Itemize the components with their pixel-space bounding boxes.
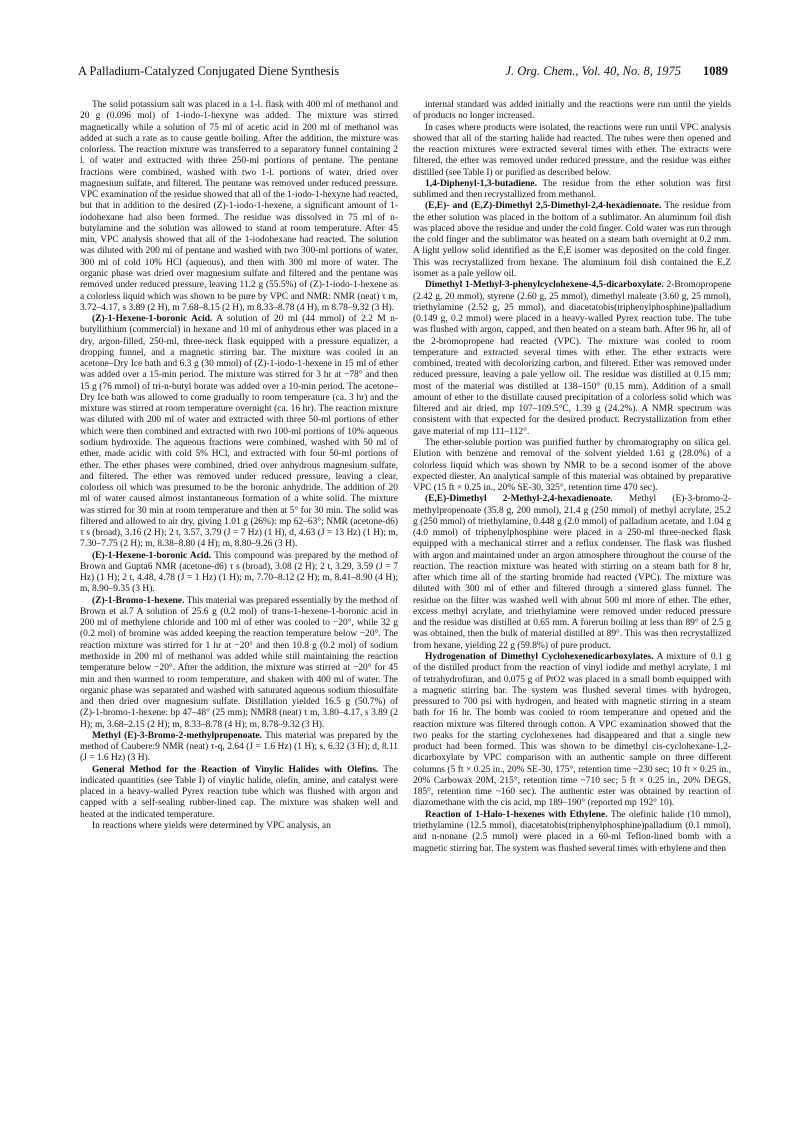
- left-column: [80, 100, 398, 1115]
- paragraph-text: This compound was prepared by the method of Brown and Gupta6 NMR (acetone-d6) τ s (broad), 3.08 (2 H); 2 t, 3.29, 3.59 (J = 7 Hz) (1 H); 2 t, 4.48, 4.78 (J = 1 Hz) (1 H); m, 7.70–8.12 (2 H); m, 8.41–8.90 (4 H); m, 8.90–9.35 (3 H).: [80, 550, 398, 595]
- paragraph: [413, 494, 731, 652]
- paragraph: [80, 596, 398, 731]
- paragraph: [413, 123, 731, 179]
- paragraph-heading: (E,E)-Dimethyl 2-Methyl-2,4-hexadienoate.: [425, 494, 613, 505]
- paragraph: [80, 314, 398, 551]
- paragraph-text: The residue from the ether solution was first sublimed and then recrystallized from methanol.: [413, 178, 731, 201]
- paragraph-text: A mixture of 0.1 g of the distilled product from the reaction of vinyl iodide and methyl acrylate, 1 ml of tetrahydrofuran, and 0.075 g of PtO2 was placed in a small bomb equipped with a magnetic stirring bar. The system was flushed several times with hydrogen, pressured to 700 psi with hydrogen, and heated with magnetic stirring in a steam bath for 16 hr. The bomb was cooled to room temperature and opened and the reaction mixture was filtered through cotton. A VPC examination showed that the two peaks for the starting cyclohexenes had disappeared and that a single new product had been formed. This was shown to be dimethyl cis-cyclohexane-1,2-dicarboxylate by VPC comparison with an authentic sample on three different columns (5 ft × 0.25 in., 20% SE-30, 175°, retention time ~230 sec; 10 ft × 0.25 in., 20% Carbowax 20M, 215°, retention time ~710 sec; 5 ft × 0.25 in., 20% DEGS, 185°, retention time ~160 sec). The authentic ester was obtained by reaction of diazomethane with the cis acid, mp 189–190° (reported mp 192° 10).: [413, 652, 731, 809]
- paragraph-heading: Hydrogenation of Dimethyl Cyclohexenedicarboxylates.: [425, 652, 654, 663]
- paragraph: [80, 765, 398, 821]
- paragraph: [80, 821, 398, 832]
- paragraph: [413, 100, 731, 123]
- paragraph-text: internal standard was added initially and the reactions were run until the yields of products no longer increased.: [413, 100, 731, 122]
- paragraph-text: In cases where products were isolated, the reactions were run until VPC analysis showed that all of the starting halide had reacted. The tubes were then opened and the reaction mixtures were extracted several times with ether. The extracts were filtered, the ether was removed under reduced pressure, and the residue was either distilled (see Table I) or purified as described below.: [413, 122, 731, 178]
- paragraph: [80, 551, 398, 596]
- journal-citation: J. Org. Chem., Vol. 40, No. 8, 1975: [505, 64, 681, 78]
- paragraph-heading: General Method for the Reaction of Vinylic Halides with Olefins.: [92, 764, 379, 775]
- paragraph-text: The indicated quantities (see Table I) of vinylic halide, olefin, amine, and catalyst were placed in a heavy-walled Pyrex reaction tube which was flushed with argon and capped with a self-sealing rubber-lined cap. The mixture was shaken well and heated at the indicated temperature.: [80, 764, 398, 820]
- paragraph-text: 2-Bromopropene (2.42 g, 20 mmol), styrene (2.60 g, 25 mmol), dimethyl maleate (3.60 g, 25 mmol), triethylamine (2.52 g, 25 mmol), and diacetatobis(triphenylphosphine)palladium (0.149 g, 0.2 mmol) were placed in a heavy-walled Pyrex reaction tube. The tube was flushed with argon, capped, and then heated on a steam bath. After 96 hr, all of the 2-bromopropene had reacted (VPC). The mixture was cooled to room temperature and extracted several times with ether. The ether extracts were combined, treated with decolorizing carbon, and filtered. Ether was removed under reduced pressure, leaving a pale yellow oil. The residue was distilled at 0.15 mm; most of the material was distilled at 138–150° (0.15 mm). Addition of a small amount of ether to the distillate caused precipitation of a colorless solid which was filtered and air dried, mp 107–109.5°C, 1.39 g (24.2%). A NMR spectrum was consistent with that expected for the desired product. Recrystallization from ether gave material of mp 111–112°.: [413, 280, 731, 437]
- running-title: A Palladium-Catalyzed Conjugated Diene Synthesis: [78, 64, 340, 78]
- paragraph: [413, 438, 731, 494]
- page-number: 1089: [703, 64, 728, 78]
- paragraph-heading: 1,4-Diphenyl-1,3-butadiene.: [425, 178, 537, 189]
- header-right: [505, 64, 728, 79]
- page-header: [78, 64, 728, 82]
- paragraph-heading: Reaction of 1-Halo-1-hexenes with Ethylene.: [425, 809, 608, 820]
- paragraph-heading: (E)-1-Hexene-1-boronic Acid.: [92, 550, 212, 561]
- paragraph: [413, 810, 731, 855]
- paragraph-text: A solution of 20 ml (44 mmol) of 2.2 M n-butyllithium (commercial) in hexane and 10 ml of anhydrous ether was placed in a dry, argon-filled, 250-ml, three-neck flask equipped with a pressure equalizer, a dropping funnel, and a magnetic stirring bar. The mixture was cooled in an acetone–Dry Ice bath and 6.3 g (30 mmol) of (Z)-1-iodo-1-hexene in 15 ml of ether was added over a 15-min period. The mixture was stirred for 3 hr at −78° and then 15 g (76 mmol) of tri-n-butyl borate was added over a 10-min period. The acetone–Dry Ice bath was allowed to come gradually to room temperature (ca. 3 hr) and the mixture was stirred at room temperature overnight (ca. 16 hr). The reaction mixture was diluted with 200 ml of water and extracted with three 50-ml portions of ether which were then combined and extracted with two 100-ml portions of 10% aqueous sodium hydroxide. The aqueous fractions were combined, washed with 50 ml of ether, made acidic with cold 5% HCl, and extracted with four 50-ml portions of ether. The ether phases were combined, dried over anhydrous magnesium sulfate, and filtered. The ether was removed under reduced pressure, leaving a clear, colorless oil which was presumed to be the boronic anhydride. The addition of 20 ml of water caused almost instantaneous formation of a white solid. The mixture was stirred for 30 min at room temperature and then at 5° for 30 min. The solid was filtered and allowed to air dry, giving 1.01 g (26%): mp 62–63°; NMR (acetone-d6) τ s (broad), 3.16 (2 H); 2 t, 3.57, 3.79 (J = 7 Hz) (1 H), d, 4.63 (J = 13 Hz) (1 H); m, 7.30–7.75 (2 H); m, 8.38–8.80 (4 H); m, 8.80–9.26 (3 H).: [80, 314, 398, 550]
- right-column: [413, 100, 731, 1115]
- paragraph-text: Methyl (E)-3-bromo-2-methylpropenoate (35.8 g, 200 mmol), 21.4 g (250 mmol) of methyl acrylate, 25.2 g (250 mmol) of triethylamine, 0.448 g (2.0 mmol) of palladium acetate, and 1.04 g (4.0 mmol) of triphenylphosphine were placed in a 250-ml three-necked flask equipped with a mechanical stirrer and a reflux condenser. The flask was flushed with argon and maintained under an argon atmosphere throughout the course of the reaction. The reaction mixture was heated with stirring on a steam bath for 8 hr, after which time all of the starting bromide had reacted (VPC). The mixture was diluted with 300 ml of ether and filtered through a sintered glass funnel. The residue on the filter was washed well with about 500 ml more of ether. The ether, excess methyl acrylate, and triethylamine were removed under reduced pressure and the residue was distilled at 0.65 mm. A forerun boiling at less than 89° of 2.5 g was obtained, then the bulk of material distilled at 89°. This was then recrystallized from hexane, yielding 22 g (59.8%) of pure product.: [413, 494, 731, 651]
- paragraph-text: The residue from the ether solution was placed in the bottom of a sublimator. An aluminum foil dish was placed above the residue and under the cold finger. Cold water was run through the cold finger and the sublimator was heated on a steam bath overnight at 0.2 mm. A light yellow solid identified as the E,E isomer was deposited on the cold finger. This was recrystallized from hexane. The aluminum foil dish contained the E,Z isomer as a pale yellow oil.: [413, 201, 731, 279]
- paragraph-text: The olefinic halide (10 mmol), triethylamine (12.5 mmol), diacetatobis(triphenylphosphine)palladium (0.1 mmol), and n-nonane (2.5 mmol) were placed in a 60-ml Teflon-lined bomb with a magnetic stirring bar. The system was flushed several times with ethylene and then: [413, 809, 731, 854]
- paragraph-heading: Methyl (E)-3-Bromo-2-methylpropenoate.: [92, 730, 262, 741]
- paragraph: [413, 179, 731, 202]
- paragraph-heading: (Z)-1-Hexene-1-boronic Acid.: [92, 314, 213, 325]
- paragraph: [80, 100, 398, 314]
- paragraph: [413, 201, 731, 280]
- paragraph-heading: (Z)-1-Bromo-1-hexene.: [92, 595, 185, 606]
- paragraph-text: This material was prepared essentially by the method of Brown et al.7 A solution of 25.6 g (0.2 mol) of trans-1-hexene-1-boronic acid in 200 ml of methylene chloride and 100 ml of ether was cooled to −20°, while 32 g (0.2 mol) of bromine was added keeping the reaction temperature below −20°. The reaction mixture was stirred for 1 hr at −20° and then 10.8 g (0.2 mol) of sodium methoxide in 200 ml of methanol was added while still maintaining the reaction temperature below −20°. After the addition, the mixture was stirred at −20° for 45 min and then warmed to room temperature, and shaken with 400 ml of water. The organic phase was separated and washed with saturated aqueous sodium thiosulfate and then dried over magnesium sulfate. Distillation yielded 16.5 g (50.7%) of (Z)-1-bromo-1-hexene: bp 47–48° (25 mm); NMR8 (neat) τ m, 3.80–4.17, s 3.89 (2 H); m, 3.68–2.15 (2 H); m, 8.33–8.78 (4 H); m, 8.78–9.32 (3 H).: [80, 595, 398, 730]
- paragraph: [80, 731, 398, 765]
- paragraph-text: The ether-soluble portion was purified further by chromatography on silica gel. Elution with benzene and removal of the solvent yielded 1.61 g (28.0%) of a colorless liquid which was shown by NMR to be a second isomer of the above expected diester. An analytical sample of this material was obtained by preparative VPC (15 ft × 0.25 in., 20% SE-30, 325°, retention time 470 sec).: [413, 437, 731, 494]
- paragraph-heading: (E,E)- and (E,Z)-Dimethyl 2,5-Dimethyl-2,4-hexadienoate.: [425, 201, 662, 212]
- paragraph-text: In reactions where yields were determined by VPC analysis, an: [92, 821, 331, 831]
- paragraph-text: This material was prepared by the method of Caubere:9 NMR (neat) τ-q, 2.64 (J = 1.6 Hz) (1 H); s, 6.32 (3 H); d, 8.11 (J = 1.6 Hz) (3 H).: [80, 730, 398, 764]
- paragraph: [413, 280, 731, 438]
- paragraph: [413, 652, 731, 810]
- paragraph-heading: Dimethyl 1-Methyl-3-phenylcyclohexene-4,5-dicarboxylate.: [425, 280, 664, 291]
- paragraph-text: The solid potassium salt was placed in a 1-l. flask with 400 ml of methanol and 20 g (0.096 mol) of 1-iodo-1-hexyne was added. The mixture was stirred magnetically while a solution of 75 ml of acetic acid in 200 ml of methanol was added at such a rate as to cause gentle boiling. After the addition, the mixture was colorless. The reaction mixture was transferred to a separatory funnel containing 2 l. of water and extracted with three 250-ml portions of pentane. The pentane fractions were combined, washed with two 1-l. portions of water, dried over magnesium sulfate, and filtered. The pentane was removed under reduced pressure. VPC examination of the residue showed that all of the 1-iodo-1-hexyne had reacted, but that in addition to the desired (Z)-1-iodo-1-hexene, a significant amount of 1-iodohexane had also been formed. The residue was dissolved in 75 ml of n-butylamine and the solution was allowed to stand at room temperature. After 45 min, VPC analysis showed that all of the 1-iodohexane had reacted. The solution was diluted with 200 ml of pentane and washed with two 300-ml portions of water, 300 ml of cold 10% HCl (aqueous), and then with 300 ml more of water. The organic phase was dried over magnesium sulfate and filtered and the pentane was removed under reduced pressure, leaving 11.2 g (55.5%) of (Z)-1-iodo-1-hexene as a colorless liquid which was shown to be pure by VPC and NMR: NMR (neat) τ m, 3.72–4.17, s 3.89 (2 H), m 7.68–8.15 (2 H), m 8.33–8.78 (4 H), m 8.78–9.32 (3 H).: [80, 100, 398, 313]
